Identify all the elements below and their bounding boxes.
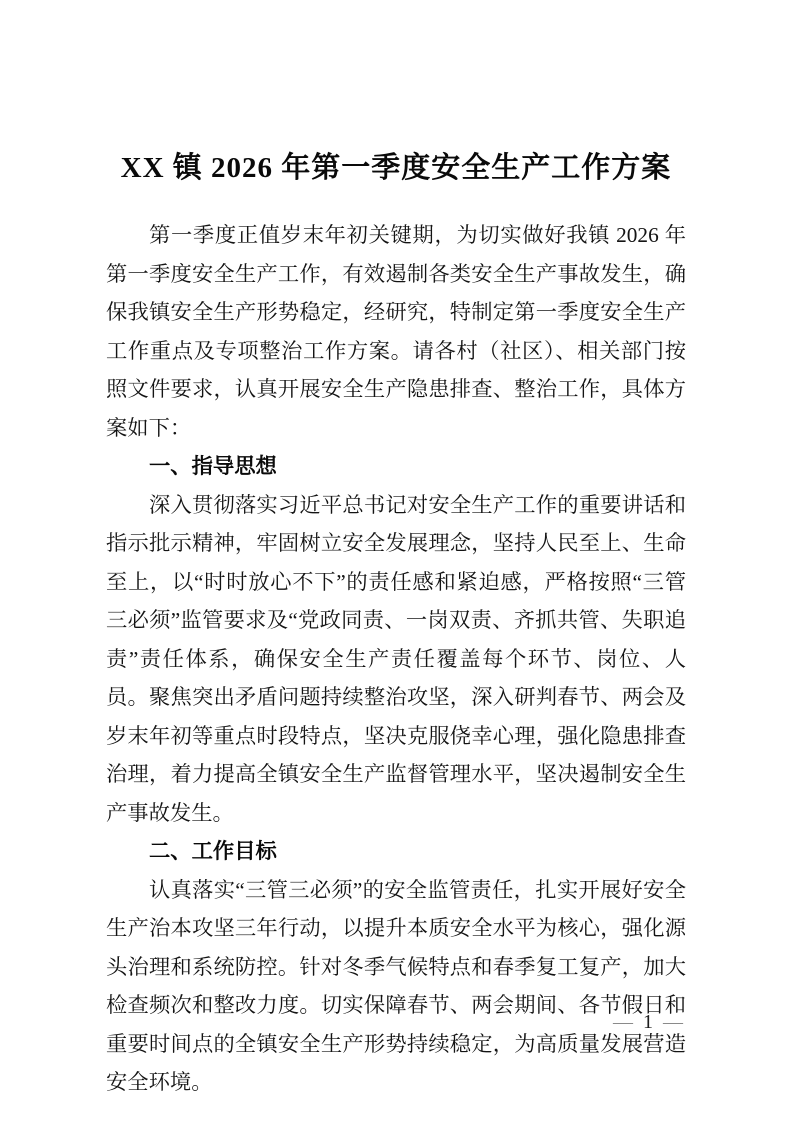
page-number-value: 1	[643, 1011, 653, 1033]
page-number-right-dash: —	[663, 1011, 683, 1033]
section-heading-guiding-ideology: 一、指导思想	[149, 454, 277, 478]
page-number-left-dash: —	[613, 1011, 633, 1033]
document-content	[106, 146, 686, 1102]
document-title: XX 镇 2026 年第一季度安全生产工作方案	[120, 152, 672, 184]
intro-paragraph: 第一季度正值岁末年初关键期，为切实做好我镇 2026 年第一季度安全生产工作，有效遏制各类安全生产事故发生，确保我镇安全生产形势稳定，经研究，特制定第一季度安全生产工作重点及专项整治工作方案。请各村（社区）、相关部门按照文件要求，认真开展安全生产隐患排查、整治工作，具体方案如下：	[106, 223, 686, 440]
section-body-guiding-ideology: 深入贯彻落实习近平总书记对安全生产工作的重要讲话和指示批示精神，牢固树立安全发展理念，坚持人民至上、生命至上，以“时时放心不下”的责任感和紧迫感，严格按照“三管三必须”监管要求及“党政同责、一岗双责、齐抓共管、失职追责”责任体系，确保安全生产责任覆盖每个环节、岗位、人员。聚焦突出矛盾问题持续整治攻坚，深入研判春节、两会及岁末年初等重点时段特点，坚决克服侥幸心理，强化隐患排查治理，着力提高全镇安全生产监督管理水平，坚决遏制安全生产事故发生。	[106, 492, 686, 825]
section-body-work-goals: 认真落实“三管三必须”的安全监管责任，扎实开展好安全生产治本攻坚三年行动，以提升本质安全水平为核心，强化源头治理和系统防控。针对冬季气候特点和春季复工复产，加大检查频次和整改力度。切实保障春节、两会期间、各节假日和重要时间点的全镇安全生产形势持续稳定，为高质量发展营造安全环境。	[106, 877, 686, 1094]
section-heading-work-goals: 二、工作目标	[149, 839, 277, 863]
page-number	[613, 1010, 683, 1034]
